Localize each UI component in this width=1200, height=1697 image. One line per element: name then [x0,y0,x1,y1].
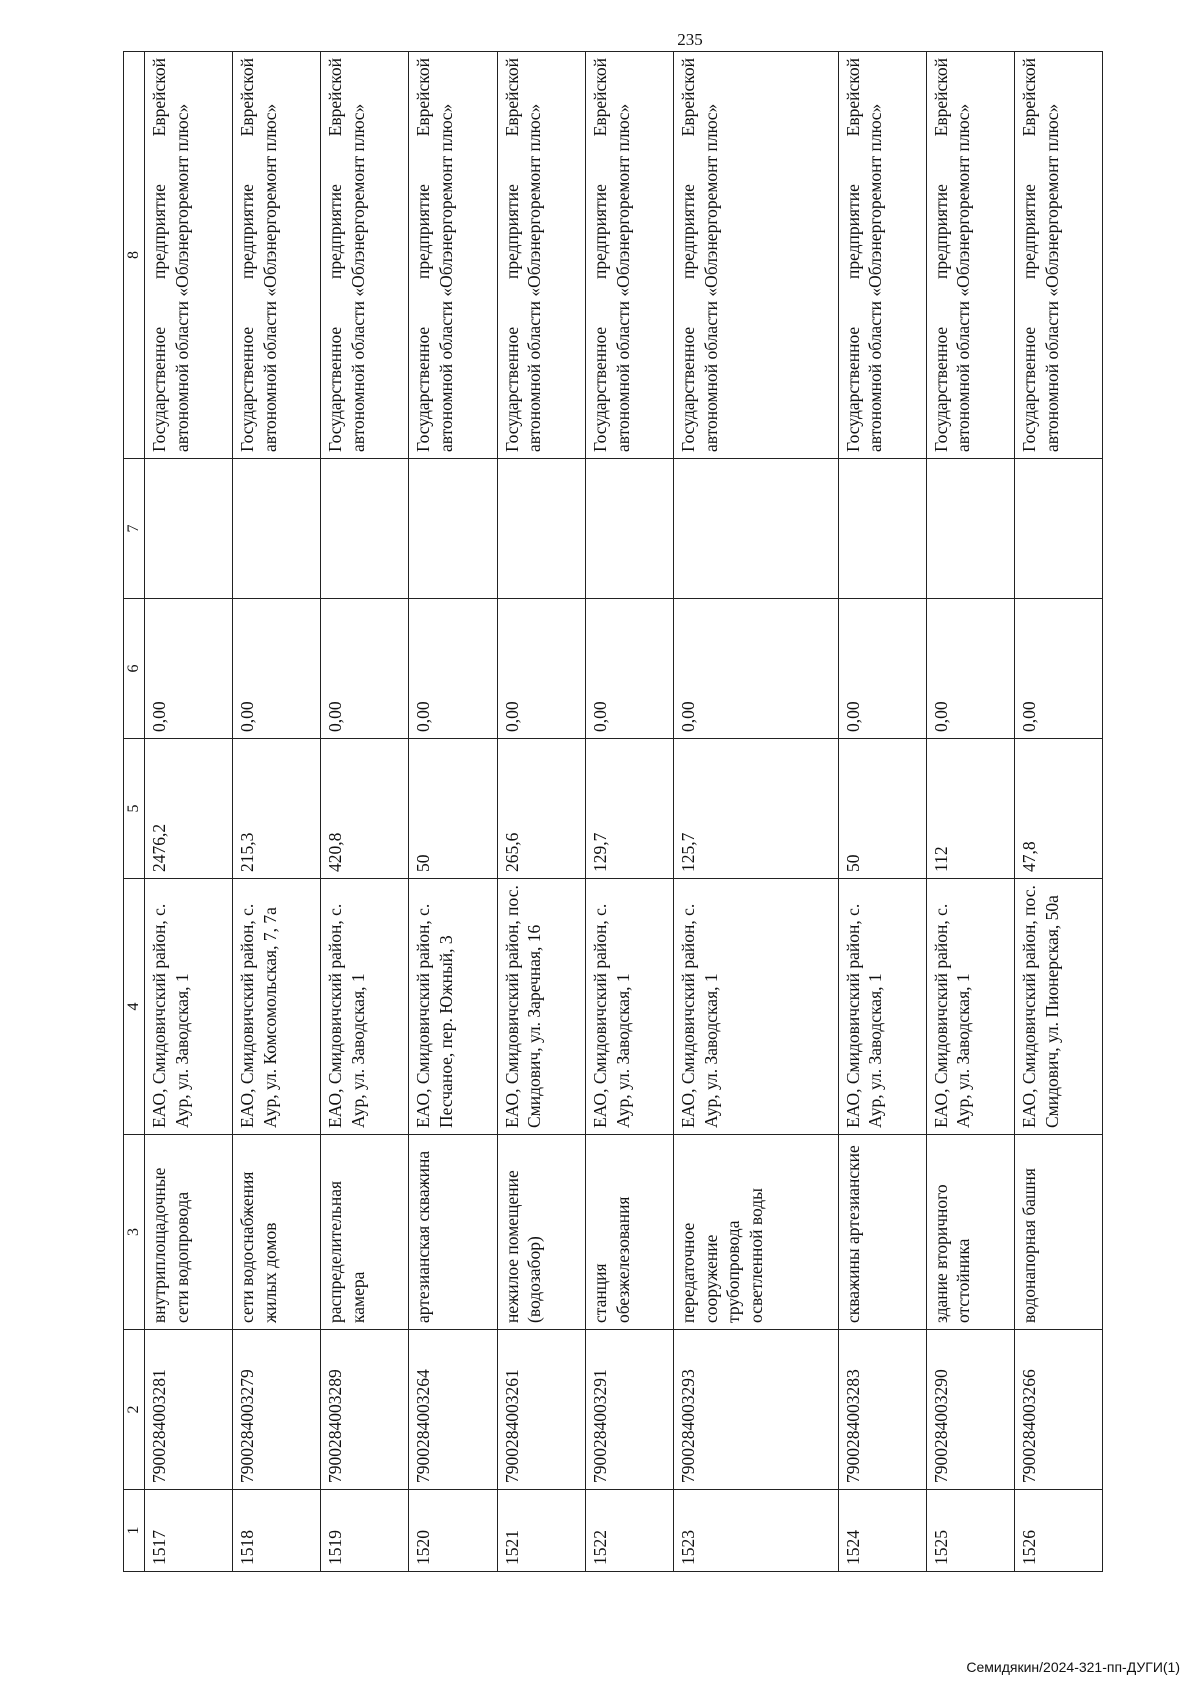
empty-cell [585,459,673,599]
object-address: ЕАО, Смидовичский район, с. Аур, ул. Заводская, 1 [673,879,838,1135]
object-area: 129,7 [585,739,673,879]
column-header: 7 [124,459,145,599]
empty-cell [926,459,1014,599]
table-row [926,52,1014,1572]
holder-organization: Государственное предприятие Еврейской автономной области «Облэнергоремонт плюс» [233,52,321,459]
table-row [673,52,838,1572]
object-area: 215,3 [233,739,321,879]
object-address: ЕАО, Смидовичский район, с. Аур, ул. Заводская, 1 [321,879,409,1135]
object-area: 50 [838,739,926,879]
row-number: 1519 [321,1490,409,1572]
object-cost: 0,00 [926,599,1014,739]
object-name: сети водоснабжения жилых домов [233,1135,321,1330]
object-name: скважины артезианские [838,1135,926,1330]
column-header: 8 [124,52,145,459]
row-number: 1517 [145,1490,233,1572]
column-header: 6 [124,599,145,739]
column-header: 5 [124,739,145,879]
column-header: 4 [124,879,145,1135]
row-number: 1521 [497,1490,585,1572]
cadastral-number: 7900284003266 [1014,1330,1102,1490]
document-code: Семидякин/2024-321-пп-ДУГИ(1) [966,1659,1180,1675]
object-name: нежилое помещение (водозабор) [497,1135,585,1330]
object-area: 420,8 [321,739,409,879]
cadastral-number: 7900284003293 [673,1330,838,1490]
object-name: внутриплощадочные сети водопровода [145,1135,233,1330]
object-area: 112 [926,739,1014,879]
property-register-table [123,51,1103,1572]
empty-cell [838,459,926,599]
holder-organization: Государственное предприятие Еврейской автономной области «Облэнергоремонт плюс» [926,52,1014,459]
empty-cell [673,459,838,599]
object-cost: 0,00 [497,599,585,739]
object-address: ЕАО, Смидовичский район, пос. Смидович, ул. Заречная, 16 [497,879,585,1135]
cadastral-number: 7900284003279 [233,1330,321,1490]
object-name: здание вторичного отстойника [926,1135,1014,1330]
object-area: 125,7 [673,739,838,879]
object-cost: 0,00 [409,599,497,739]
cadastral-number: 7900284003281 [145,1330,233,1490]
object-name: передаточное сооружение трубопровода осветленной воды [673,1135,838,1330]
object-address: ЕАО, Смидовичский район, с. Песчаное, пер. Южный, 3 [409,879,497,1135]
object-address: ЕАО, Смидовичский район, пос. Смидович, ул. Пионерская, 50а [1014,879,1102,1135]
row-number: 1524 [838,1490,926,1572]
table-row [585,52,673,1572]
object-name: распределительная камера [321,1135,409,1330]
cadastral-number: 7900284003289 [321,1330,409,1490]
row-number: 1525 [926,1490,1014,1572]
page-number: 235 [677,30,703,49]
table-row [1014,52,1102,1572]
object-cost: 0,00 [585,599,673,739]
object-cost: 0,00 [145,599,233,739]
header-row [124,52,145,1572]
table-row [838,52,926,1572]
empty-cell [409,459,497,599]
cadastral-number: 7900284003283 [838,1330,926,1490]
object-address: ЕАО, Смидовичский район, с. Аур, ул. Заводская, 1 [585,879,673,1135]
table-row [233,52,321,1572]
object-cost: 0,00 [321,599,409,739]
rotated-page [85,12,1185,1612]
object-address: ЕАО, Смидовичский район, с. Аур, ул. Заводская, 1 [926,879,1014,1135]
object-area: 2476,2 [145,739,233,879]
object-cost: 0,00 [673,599,838,739]
row-number: 1526 [1014,1490,1102,1572]
holder-organization: Государственное предприятие Еврейской автономной области «Облэнергоремонт плюс» [673,52,838,459]
cadastral-number: 7900284003261 [497,1330,585,1490]
table-row [321,52,409,1572]
object-address: ЕАО, Смидовичский район, с. Аур, ул. Заводская, 1 [145,879,233,1135]
holder-organization: Государственное предприятие Еврейской автономной области «Облэнергоремонт плюс» [585,52,673,459]
object-name: станция обезжелезования [585,1135,673,1330]
object-area: 50 [409,739,497,879]
holder-organization: Государственное предприятие Еврейской автономной области «Облэнергоремонт плюс» [321,52,409,459]
cadastral-number: 7900284003264 [409,1330,497,1490]
holder-organization: Государственное предприятие Еврейской автономной области «Облэнергоремонт плюс» [497,52,585,459]
object-name: водонапорная башня [1014,1135,1102,1330]
empty-cell [497,459,585,599]
empty-cell [233,459,321,599]
object-cost: 0,00 [1014,599,1102,739]
holder-organization: Государственное предприятие Еврейской автономной области «Облэнергоремонт плюс» [409,52,497,459]
object-address: ЕАО, Смидовичский район, с. Аур, ул. Комсомольская, 7, 7а [233,879,321,1135]
row-number: 1520 [409,1490,497,1572]
empty-cell [145,459,233,599]
table-body [124,52,1103,1572]
cadastral-number: 7900284003290 [926,1330,1014,1490]
row-number: 1523 [673,1490,838,1572]
holder-organization: Государственное предприятие Еврейской автономной области «Облэнергоремонт плюс» [145,52,233,459]
object-cost: 0,00 [233,599,321,739]
row-number: 1522 [585,1490,673,1572]
column-header: 1 [124,1490,145,1572]
object-name: артезианская скважина [409,1135,497,1330]
table-row [409,52,497,1572]
empty-cell [321,459,409,599]
object-area: 47,8 [1014,739,1102,879]
column-header: 2 [124,1330,145,1490]
row-number: 1518 [233,1490,321,1572]
object-cost: 0,00 [838,599,926,739]
empty-cell [1014,459,1102,599]
object-address: ЕАО, Смидовичский район, с. Аур, ул. Заводская, 1 [838,879,926,1135]
holder-organization: Государственное предприятие Еврейской автономной области «Облэнергоремонт плюс» [838,52,926,459]
table-row [497,52,585,1572]
holder-organization: Государственное предприятие Еврейской автономной области «Облэнергоремонт плюс» [1014,52,1102,459]
column-header: 3 [124,1135,145,1330]
cadastral-number: 7900284003291 [585,1330,673,1490]
object-area: 265,6 [497,739,585,879]
table-row [145,52,233,1572]
